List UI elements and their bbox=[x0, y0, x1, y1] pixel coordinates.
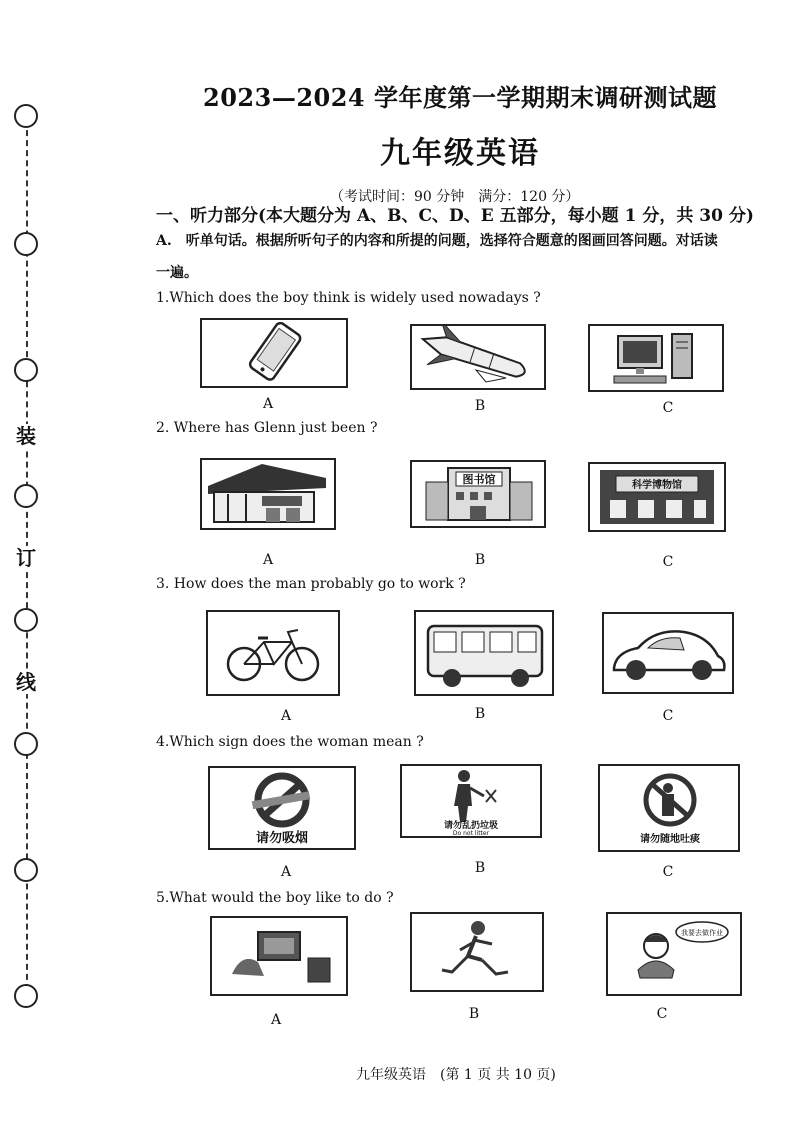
q1-option-c-label: C bbox=[662, 400, 674, 416]
binding-char-zhuang: 装 bbox=[16, 424, 36, 448]
q4-option-a-label: A bbox=[280, 864, 292, 880]
q4-no-littering-caption: 请勿乱扔垃圾 bbox=[443, 821, 499, 831]
q5-option-a-label: A bbox=[270, 1012, 282, 1028]
binding-char-xian: 线 bbox=[16, 670, 36, 694]
q3-option-a-bicycle-image[interactable] bbox=[206, 610, 340, 696]
q4-option-b-label: B bbox=[474, 860, 486, 876]
q2-option-b-label: B bbox=[474, 552, 486, 568]
question-5: 5.What would the boy like to do ? bbox=[156, 890, 394, 906]
q2-library-sign-text: 图书馆 bbox=[462, 473, 496, 486]
binding-hole bbox=[14, 858, 38, 882]
q2-option-b-library-image[interactable] bbox=[410, 460, 546, 528]
q5-option-b-label: B bbox=[468, 1006, 480, 1022]
question-3: 3. How does the man probably go to work ? bbox=[156, 576, 466, 592]
q2-option-a-building-image[interactable] bbox=[200, 458, 336, 530]
exam-info: （考试时间：90 分钟 满分：120 分） bbox=[330, 189, 580, 205]
q1-option-c-computer-image[interactable] bbox=[588, 324, 724, 392]
q4-option-b-no-littering-image[interactable] bbox=[400, 764, 542, 838]
q1-option-a-phone-image[interactable] bbox=[200, 318, 348, 388]
q3-option-c-label: C bbox=[662, 708, 674, 724]
q3-option-a-label: A bbox=[280, 708, 292, 724]
subject-title: 九年级英语 bbox=[380, 136, 540, 171]
q3-option-c-car-image[interactable] bbox=[602, 612, 734, 694]
binding-char-ding: 订 bbox=[16, 546, 36, 570]
binding-hole bbox=[14, 484, 38, 508]
q4-no-smoking-caption: 请勿吸烟 bbox=[255, 831, 309, 846]
q3-option-b-bus-image[interactable] bbox=[414, 610, 554, 696]
q4-option-a-no-smoking-image[interactable] bbox=[208, 766, 356, 850]
question-1: 1.Which does the boy think is widely used nowadays ? bbox=[156, 290, 541, 306]
page-footer: 九年级英语 (第 1 页 共 10 页) bbox=[356, 1067, 556, 1083]
q1-option-b-rocket-image[interactable] bbox=[410, 324, 546, 390]
q1-option-b-label: B bbox=[474, 398, 486, 414]
q5-option-c-homework-image[interactable] bbox=[606, 912, 742, 996]
q5-option-c-label: C bbox=[656, 1006, 668, 1022]
q1-option-a-label: A bbox=[262, 396, 274, 412]
q5-option-b-running-image[interactable] bbox=[410, 912, 544, 992]
exam-title: 2023—2024 学年度第一学期期末调研测试题 bbox=[203, 83, 717, 112]
q5-option-a-computer-game-image[interactable] bbox=[210, 916, 348, 996]
q2-option-a-label: A bbox=[262, 552, 274, 568]
binding-hole bbox=[14, 984, 38, 1008]
binding-hole bbox=[14, 608, 38, 632]
q4-no-littering-subcaption: Do not litter bbox=[452, 830, 490, 836]
question-4: 4.Which sign does the woman mean ? bbox=[156, 734, 424, 750]
binding-hole bbox=[14, 358, 38, 382]
q3-option-b-label: B bbox=[474, 706, 486, 722]
question-2: 2. Where has Glenn just been ? bbox=[156, 420, 378, 436]
binding-hole bbox=[14, 232, 38, 256]
q2-option-c-label: C bbox=[662, 554, 674, 570]
part-a-instruction: A. 听单句话。根据所听句子的内容和所提的问题，选择符合题意的图画回答问题。对话读 bbox=[156, 233, 718, 249]
q4-option-c-no-spitting-image[interactable] bbox=[598, 764, 740, 852]
q2-option-c-museum-image[interactable] bbox=[588, 462, 726, 532]
q2-museum-sign-text: 科学博物馆 bbox=[632, 480, 682, 491]
part-a-instruction-cont: 一遍。 bbox=[156, 265, 198, 281]
q4-no-spitting-caption: 请勿随地吐痰 bbox=[640, 834, 700, 845]
q4-option-c-label: C bbox=[662, 864, 674, 880]
binding-hole bbox=[14, 732, 38, 756]
q5-speech-bubble-text: 我要去做作业 bbox=[681, 929, 723, 937]
section-heading: 一、听力部分(本大题分为 A、B、C、D、E 五部分，每小题 1 分，共 30 分) bbox=[156, 206, 754, 226]
